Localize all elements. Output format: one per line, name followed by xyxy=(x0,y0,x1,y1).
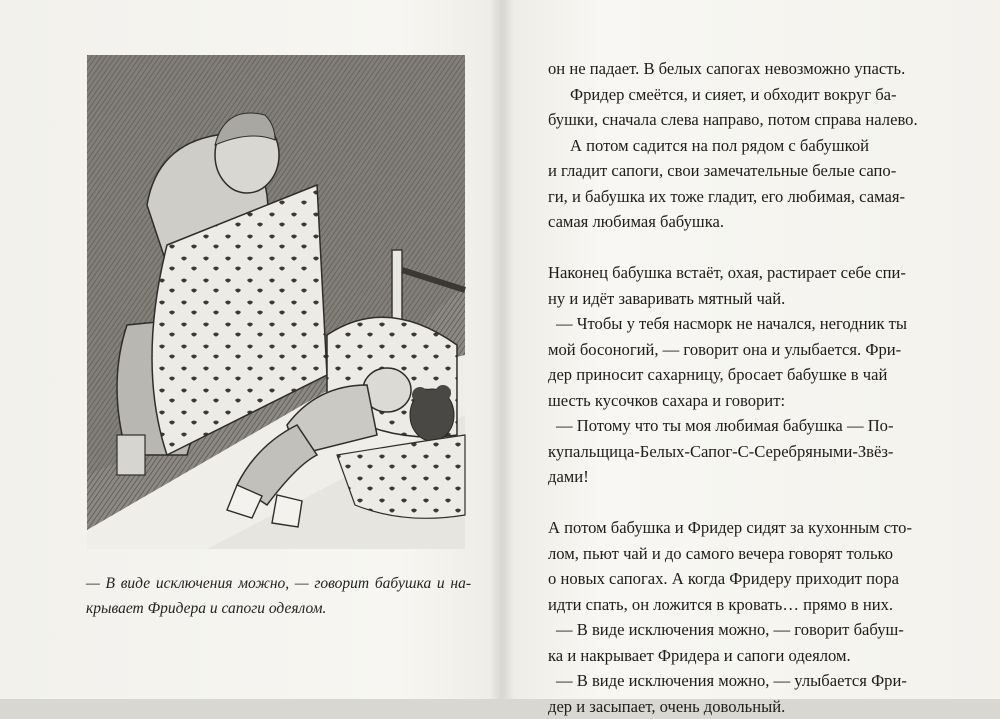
text-line: — Потому что ты моя любимая бабушка — По- xyxy=(548,413,940,439)
illustration-grandma-tucking-boy xyxy=(87,55,465,549)
left-page xyxy=(0,0,500,699)
text-line: Фридер смеётся, и сияет, и обходит вокруг ба- xyxy=(548,82,940,108)
caption-line: — В виде исключения можно, — говорит бабушка и на- xyxy=(86,571,471,596)
text-line: мой босоногий, — говорит она и улыбается. Фри- xyxy=(548,337,940,363)
text-line: самая любимая бабушка. xyxy=(548,209,940,235)
text-line: дер и засыпает, очень довольный. xyxy=(548,694,940,719)
text-line: — В виде исключения можно, — говорит бабуш- xyxy=(548,617,940,643)
text-line: — Чтобы у тебя насморк не начался, негодник ты xyxy=(548,311,940,337)
text-line: А потом бабушка и Фридер сидят за кухонным сто- xyxy=(548,515,940,541)
text-line: ка и накрывает Фридера и сапоги одеялом. xyxy=(548,643,940,669)
paragraph-gap xyxy=(548,490,940,516)
text-line: Наконец бабушка встаёт, охая, растирает себе спи- xyxy=(548,260,940,286)
text-line: дер приносит сахарницу, бросает бабушке в чай xyxy=(548,362,940,388)
text-line: шесть кусочков сахара и говорит: xyxy=(548,388,940,414)
text-line: купальщица-Белых-Сапог-С-Серебряными-Звёз- xyxy=(548,439,940,465)
text-line: идти спать, он ложится в кровать… прямо в них. xyxy=(548,592,940,618)
body-text xyxy=(548,56,940,719)
text-line: он не падает. В белых сапогах невозможно упасть. xyxy=(548,56,940,82)
text-line: — В виде исключения можно, — улыбается Фри- xyxy=(548,668,940,694)
illustration-caption xyxy=(86,571,471,621)
paragraph-gap xyxy=(548,235,940,261)
text-line: о новых сапогах. А когда Фридеру приходит пора xyxy=(548,566,940,592)
illustration-drawing xyxy=(87,55,465,549)
text-line: А потом садится на пол рядом с бабушкой xyxy=(548,133,940,159)
text-line: лом, пьют чай и до самого вечера говорят только xyxy=(548,541,940,567)
text-line: бушки, сначала слева направо, потом справа налево. xyxy=(548,107,940,133)
text-line: ну и идёт заваривать мятный чай. xyxy=(548,286,940,312)
caption-line: крывает Фридера и сапоги одеялом. xyxy=(86,596,471,621)
text-line: и гладит сапоги, свои замечательные белые сапо- xyxy=(548,158,940,184)
text-line: дами! xyxy=(548,464,940,490)
text-line: ги, и бабушка их тоже гладит, его любимая, самая- xyxy=(548,184,940,210)
